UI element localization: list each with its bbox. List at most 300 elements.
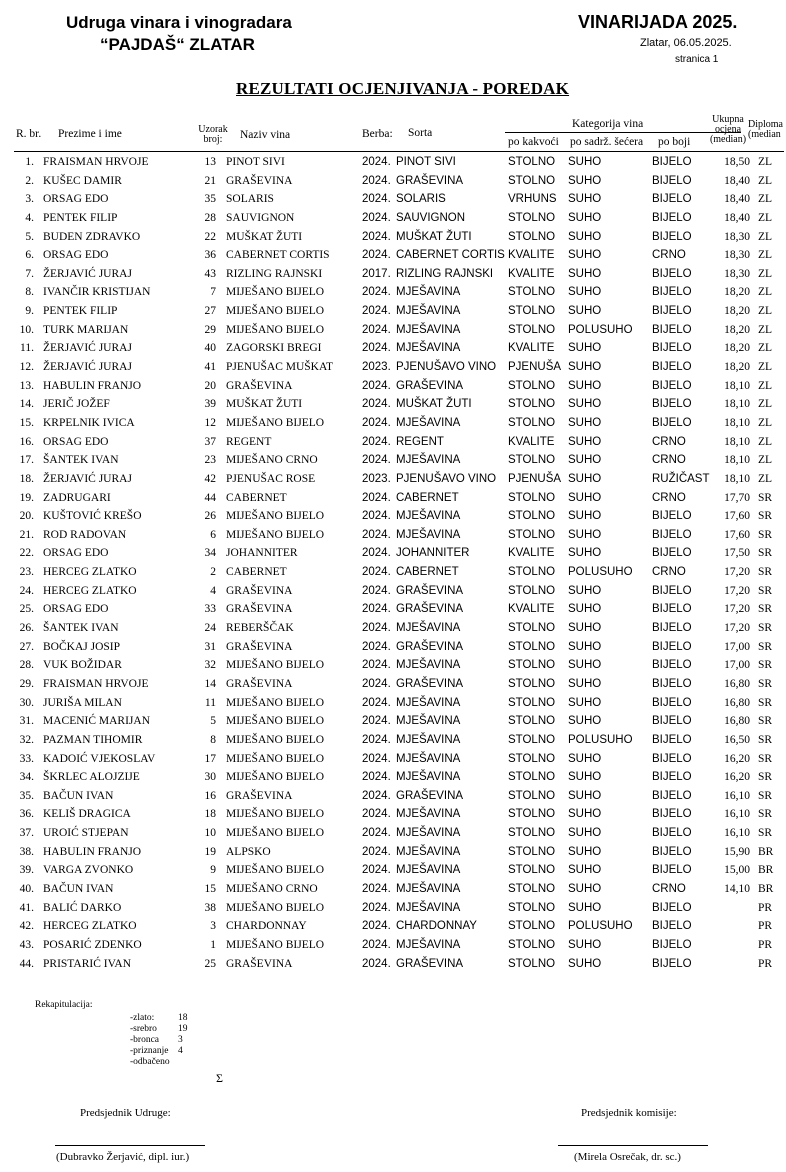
competitor-name: ORSAG EDO xyxy=(43,435,109,448)
sample-number: 33 xyxy=(204,603,216,616)
vintage: 2024. xyxy=(362,957,391,970)
wine-name: MUŠKAT ŽUTI xyxy=(226,398,303,411)
sugar-category: SUHO xyxy=(568,267,602,280)
row-number: 30. xyxy=(19,696,34,709)
sugar-category: SUHO xyxy=(568,882,602,895)
row-number: 15. xyxy=(19,416,34,429)
vintage: 2024. xyxy=(362,305,391,318)
vintage: 2023. xyxy=(362,472,391,485)
score: 14,10 xyxy=(724,882,750,895)
diploma: PR xyxy=(758,920,773,933)
wine-name: MIJEŠANO BIJELO xyxy=(226,864,325,877)
diploma: ZL xyxy=(758,435,773,448)
diploma: SR xyxy=(758,827,773,840)
vintage: 2024. xyxy=(362,882,391,895)
wine-name: CABERNET CORTIS xyxy=(226,249,330,262)
color-category: RUŽIČAST xyxy=(652,472,710,485)
table-row xyxy=(0,490,786,509)
quality-category: STOLNO xyxy=(508,323,556,336)
variety: MJEŠAVINA xyxy=(396,286,461,299)
event-title: VINARIJADA 2025. xyxy=(578,12,738,32)
table-row xyxy=(0,508,786,527)
row-number: 32. xyxy=(19,733,34,746)
diploma: SR xyxy=(758,603,773,616)
wine-name: GRAŠEVINA xyxy=(226,174,293,187)
quality-category: KVALITE xyxy=(508,547,555,560)
color-category: BIJELO xyxy=(652,398,692,411)
table-row xyxy=(0,639,786,658)
wine-name: JOHANNITER xyxy=(226,547,298,560)
col-name: Prezime i ime xyxy=(58,128,122,140)
wine-name: SAUVIGNON xyxy=(226,211,295,224)
sample-number: 40 xyxy=(204,342,216,355)
color-category: BIJELO xyxy=(652,696,692,709)
wine-name: ZAGORSKI BREGI xyxy=(226,342,322,355)
competitor-name: PENTEK FILIP xyxy=(43,211,118,224)
wine-name: GRAŠEVINA xyxy=(226,789,293,802)
wine-name: MIJEŠANO BIJELO xyxy=(226,938,325,951)
variety: MJEŠAVINA xyxy=(396,845,461,858)
diploma: ZL xyxy=(758,230,773,243)
score: 18,40 xyxy=(724,211,750,224)
sample-number: 10 xyxy=(204,827,216,840)
sugar-category: SUHO xyxy=(568,547,602,560)
quality-category: STOLNO xyxy=(508,771,556,784)
vintage: 2024. xyxy=(362,827,391,840)
sugar-category: SUHO xyxy=(568,789,602,802)
competitor-name: VUK BOŽIDAR xyxy=(43,659,122,672)
quality-category: STOLNO xyxy=(508,957,556,970)
competitor-name: BAČUN IVAN xyxy=(43,882,114,895)
sugar-category: SUHO xyxy=(568,715,602,728)
wine-name: RIZLING RAJNSKI xyxy=(226,267,323,280)
row-number: 13. xyxy=(19,379,34,392)
quality-category: STOLNO xyxy=(508,696,556,709)
wine-name: CHARDONNAY xyxy=(226,920,307,933)
score: 18,20 xyxy=(724,305,750,318)
quality-category: STOLNO xyxy=(508,715,556,728)
sugar-category: SUHO xyxy=(568,305,602,318)
color-category: BIJELO xyxy=(652,957,692,970)
row-number: 42. xyxy=(19,920,34,933)
sample-number: 7 xyxy=(210,286,216,299)
variety: SAUVIGNON xyxy=(396,211,466,224)
table-row xyxy=(0,396,786,415)
score: 18,10 xyxy=(724,416,750,429)
sample-number: 35 xyxy=(204,193,216,206)
vintage: 2024. xyxy=(362,156,391,168)
sample-number: 29 xyxy=(204,323,216,336)
sample-number: 23 xyxy=(204,454,216,467)
sugar-category: SUHO xyxy=(568,230,602,243)
vintage: 2024. xyxy=(362,435,391,448)
sugar-category: SUHO xyxy=(568,174,602,187)
document-date: Zlatar, 06.05.2025. xyxy=(640,37,732,49)
row-number: 7. xyxy=(25,267,34,280)
diploma: ZL xyxy=(758,398,773,411)
variety: CABERNET CORTIS xyxy=(396,249,505,262)
competitor-name: BUDEN ZDRAVKO xyxy=(43,230,141,243)
variety: CABERNET xyxy=(396,566,459,579)
table-row xyxy=(0,303,786,322)
quality-category: STOLNO xyxy=(508,808,556,821)
wine-name: REGENT xyxy=(226,435,272,448)
table-row xyxy=(0,247,786,266)
wine-name: MIJEŠANO BIJELO xyxy=(226,715,325,728)
vintage: 2024. xyxy=(362,566,391,579)
sample-number: 21 xyxy=(204,174,216,187)
row-number: 31. xyxy=(19,715,34,728)
competitor-name: ORSAG EDO xyxy=(43,547,109,560)
variety: MJEŠAVINA xyxy=(396,827,461,840)
row-number: 38. xyxy=(19,845,34,858)
vintage: 2024. xyxy=(362,174,391,187)
diploma: SR xyxy=(758,733,773,746)
score: 17,00 xyxy=(724,640,750,653)
score: 18,20 xyxy=(724,361,750,374)
sample-number: 42 xyxy=(204,472,216,485)
wine-name: GRAŠEVINA xyxy=(226,379,293,392)
row-number: 4. xyxy=(25,211,34,224)
color-category: BIJELO xyxy=(652,267,692,280)
vintage: 2017. xyxy=(362,267,391,280)
competitor-name: ŽERJAVIĆ JURAJ xyxy=(43,267,132,280)
sugar-category: SUHO xyxy=(568,659,602,672)
competitor-name: BOČKAJ JOSIP xyxy=(43,640,121,653)
sugar-category: POLUSUHO xyxy=(568,323,633,336)
vintage: 2024. xyxy=(362,286,391,299)
organization-name: Udruga vinara i vinogradara xyxy=(66,13,292,32)
quality-category: STOLNO xyxy=(508,845,556,858)
variety: PJENUŠAVO VINO xyxy=(396,361,497,374)
row-number: 24. xyxy=(19,584,34,597)
score: 17,60 xyxy=(724,510,750,523)
wine-name: MIJEŠANO CRNO xyxy=(226,454,318,467)
table-row xyxy=(0,825,786,844)
recap-value: 4 xyxy=(178,1046,183,1056)
color-category: BIJELO xyxy=(652,733,692,746)
diploma: ZL xyxy=(758,286,773,299)
wine-name: MIJEŠANO BIJELO xyxy=(226,733,325,746)
diploma: ZL xyxy=(758,193,773,206)
sugar-category: SUHO xyxy=(568,472,602,485)
color-category: BIJELO xyxy=(652,659,692,672)
row-number: 19. xyxy=(19,491,34,504)
variety: GRAŠEVINA xyxy=(396,603,464,616)
score: 16,10 xyxy=(724,827,750,840)
vintage: 2024. xyxy=(362,789,391,802)
wine-name: MIJEŠANO BIJELO xyxy=(226,416,325,429)
sample-number: 1 xyxy=(210,938,216,951)
row-number: 18. xyxy=(19,472,34,485)
table-row xyxy=(0,527,786,546)
competitor-name: ŠANTEK IVAN xyxy=(43,454,119,467)
color-category: BIJELO xyxy=(652,342,692,355)
vintage: 2024. xyxy=(362,733,391,746)
competitor-name: ŽERJAVIĆ JURAJ xyxy=(43,361,132,374)
color-category: BIJELO xyxy=(652,528,692,541)
score: 18,20 xyxy=(724,286,750,299)
sugar-category: SUHO xyxy=(568,211,602,224)
competitor-name: ZADRUGARI xyxy=(43,491,111,504)
competitor-name: PAZMAN TIHOMIR xyxy=(43,733,143,746)
quality-category: STOLNO xyxy=(508,584,556,597)
competitor-name: TURK MARIJAN xyxy=(43,323,129,336)
quality-category: STOLNO xyxy=(508,640,556,653)
quality-category: VRHUNS xyxy=(508,193,557,206)
row-number: 2. xyxy=(25,174,34,187)
table-row xyxy=(0,918,786,937)
col-score: Ukupna ocjena (median) xyxy=(709,114,747,145)
diploma: ZL xyxy=(758,174,773,187)
table-row xyxy=(0,937,786,956)
color-category: BIJELO xyxy=(652,211,692,224)
score: 17,20 xyxy=(724,584,750,597)
competitor-name: ŽERJAVIĆ JURAJ xyxy=(43,342,132,355)
score: 16,80 xyxy=(724,715,750,728)
sample-number: 30 xyxy=(204,771,216,784)
recap-title: Rekapitulacija: xyxy=(35,1000,93,1010)
vintage: 2024. xyxy=(362,416,391,429)
recap-label: -zlato: xyxy=(130,1013,155,1023)
right-signature-label: Predsjednik komisije: xyxy=(581,1107,677,1119)
row-number: 3. xyxy=(25,193,34,206)
row-number: 23. xyxy=(19,566,34,579)
sugar-category: SUHO xyxy=(568,622,602,635)
competitor-name: KELIŠ DRAGICA xyxy=(43,808,131,821)
table-row xyxy=(0,415,786,434)
row-number: 28. xyxy=(19,659,34,672)
sugar-category: SUHO xyxy=(568,938,602,951)
quality-category: STOLNO xyxy=(508,528,556,541)
sugar-category: SUHO xyxy=(568,416,602,429)
color-category: BIJELO xyxy=(652,845,692,858)
sample-number: 16 xyxy=(204,789,216,802)
variety: RIZLING RAJNSKI xyxy=(396,267,494,280)
wine-name: MIJEŠANO BIJELO xyxy=(226,659,325,672)
right-signature-name: (Mirela Osrečak, dr. sc.) xyxy=(574,1151,681,1163)
variety: MJEŠAVINA xyxy=(396,696,461,709)
wine-name: MUŠKAT ŽUTI xyxy=(226,230,303,243)
competitor-name: ORSAG EDO xyxy=(43,603,109,616)
variety: MJEŠAVINA xyxy=(396,305,461,318)
recap-value: 18 xyxy=(178,1013,188,1023)
table-row xyxy=(0,657,786,676)
wine-name: SOLARIS xyxy=(226,193,274,206)
page-number: stranica 1 xyxy=(675,54,719,65)
sample-number: 12 xyxy=(204,416,216,429)
score: 18,10 xyxy=(724,472,750,485)
color-category: CRNO xyxy=(652,454,686,467)
variety: MJEŠAVINA xyxy=(396,938,461,951)
vintage: 2023. xyxy=(362,361,391,374)
competitor-name: KUŠTOVIĆ KREŠO xyxy=(43,510,142,523)
table-row xyxy=(0,471,786,490)
table-row xyxy=(0,434,786,453)
row-number: 10. xyxy=(19,323,34,336)
quality-category: PJENUŠA xyxy=(508,361,562,374)
row-number: 44. xyxy=(19,957,34,970)
sample-number: 22 xyxy=(204,230,216,243)
col-sugar: po sadrž. šećera xyxy=(570,136,644,148)
competitor-name: FRAISMAN HRVOJE xyxy=(43,677,149,690)
sugar-category: SUHO xyxy=(568,491,602,504)
sugar-category: SUHO xyxy=(568,603,602,616)
competitor-name: HABULIN FRANJO xyxy=(43,379,142,392)
score: 16,50 xyxy=(724,733,750,746)
competitor-name: ROD RADOVAN xyxy=(43,528,127,541)
variety: MJEŠAVINA xyxy=(396,901,461,914)
sugar-category: SUHO xyxy=(568,156,602,168)
sample-number: 13 xyxy=(204,156,216,168)
table-row xyxy=(0,210,786,229)
sugar-category: POLUSUHO xyxy=(568,733,633,746)
table-row xyxy=(0,322,786,341)
sugar-category: SUHO xyxy=(568,584,602,597)
color-category: CRNO xyxy=(652,249,686,262)
competitor-name: ŠANTEK IVAN xyxy=(43,622,119,635)
competitor-name: HERCEG ZLATKO xyxy=(43,584,137,597)
color-category: BIJELO xyxy=(652,920,692,933)
diploma: SR xyxy=(758,547,773,560)
quality-category: KVALITE xyxy=(508,603,555,616)
sample-number: 3 xyxy=(210,920,216,933)
vintage: 2024. xyxy=(362,510,391,523)
vintage: 2024. xyxy=(362,528,391,541)
score: 18,10 xyxy=(724,435,750,448)
diploma: SR xyxy=(758,677,773,690)
color-category: BIJELO xyxy=(652,752,692,765)
sample-number: 20 xyxy=(204,379,216,392)
color-category: BIJELO xyxy=(652,827,692,840)
quality-category: KVALITE xyxy=(508,342,555,355)
results-table xyxy=(0,154,786,974)
col-sort: Sorta xyxy=(408,127,433,139)
sugar-category: SUHO xyxy=(568,845,602,858)
sugar-category: SUHO xyxy=(568,640,602,653)
color-category: CRNO xyxy=(652,566,686,579)
competitor-name: KUŠEC DAMIR xyxy=(43,174,122,187)
variety: GRAŠEVINA xyxy=(396,957,464,970)
vintage: 2024. xyxy=(362,752,391,765)
col-color: po boji xyxy=(658,136,691,148)
variety: PJENUŠAVO VINO xyxy=(396,472,497,485)
diploma: SR xyxy=(758,771,773,784)
color-category: BIJELO xyxy=(652,193,692,206)
quality-category: STOLNO xyxy=(508,901,556,914)
score: 16,20 xyxy=(724,752,750,765)
color-category: BIJELO xyxy=(652,715,692,728)
vintage: 2024. xyxy=(362,547,391,560)
recap-label: -srebro xyxy=(130,1024,157,1034)
score: 17,20 xyxy=(724,622,750,635)
sugar-category: SUHO xyxy=(568,510,602,523)
sample-number: 36 xyxy=(204,249,216,262)
row-number: 27. xyxy=(19,640,34,653)
header-divider xyxy=(14,151,784,152)
row-number: 6. xyxy=(25,249,34,262)
sample-number: 18 xyxy=(204,808,216,821)
competitor-name: ŠKRLEC ALOJZIJE xyxy=(43,771,140,784)
quality-category: STOLNO xyxy=(508,211,556,224)
wine-name: MIJEŠANO BIJELO xyxy=(226,771,325,784)
variety: GRAŠEVINA xyxy=(396,379,464,392)
table-row xyxy=(0,564,786,583)
recap-label: -priznanje xyxy=(130,1046,169,1056)
vintage: 2024. xyxy=(362,864,391,877)
wine-name: ALPSKO xyxy=(226,845,271,858)
diploma: SR xyxy=(758,622,773,635)
quality-category: STOLNO xyxy=(508,920,556,933)
score: 18,10 xyxy=(724,454,750,467)
diploma: SR xyxy=(758,715,773,728)
score: 16,80 xyxy=(724,696,750,709)
wine-name: PJENUŠAC ROSE xyxy=(226,472,316,485)
row-number: 22. xyxy=(19,547,34,560)
quality-category: STOLNO xyxy=(508,864,556,877)
diploma: ZL xyxy=(758,249,773,262)
quality-category: STOLNO xyxy=(508,733,556,746)
variety: PINOT SIVI xyxy=(396,156,456,168)
quality-category: STOLNO xyxy=(508,454,556,467)
recap-label: -bronca xyxy=(130,1035,160,1045)
diploma: BR xyxy=(758,864,774,877)
score: 18,30 xyxy=(724,267,750,280)
score: 18,20 xyxy=(724,342,750,355)
sugar-category: SUHO xyxy=(568,342,602,355)
row-number: 17. xyxy=(19,454,34,467)
competitor-name: IVANČIR KRISTIJAN xyxy=(43,286,151,299)
sugar-category: SUHO xyxy=(568,827,602,840)
vintage: 2024. xyxy=(362,808,391,821)
quality-category: STOLNO xyxy=(508,827,556,840)
quality-category: STOLNO xyxy=(508,286,556,299)
competitor-name: BAČUN IVAN xyxy=(43,789,114,802)
table-row xyxy=(0,900,786,919)
color-category: BIJELO xyxy=(652,640,692,653)
row-number: 39. xyxy=(19,864,34,877)
sample-number: 37 xyxy=(204,435,216,448)
diploma: ZL xyxy=(758,454,773,467)
table-row xyxy=(0,620,786,639)
quality-category: STOLNO xyxy=(508,882,556,895)
score: 17,20 xyxy=(724,603,750,616)
vintage: 2024. xyxy=(362,640,391,653)
vintage: 2024. xyxy=(362,584,391,597)
vintage: 2024. xyxy=(362,901,391,914)
color-category: CRNO xyxy=(652,491,686,504)
variety: GRAŠEVINA xyxy=(396,640,464,653)
row-number: 36. xyxy=(19,808,34,821)
page-title: REZULTATI OCJENJIVANJA - POREDAK xyxy=(236,79,570,98)
sugar-category: SUHO xyxy=(568,454,602,467)
variety: SOLARIS xyxy=(396,193,446,206)
quality-category: STOLNO xyxy=(508,416,556,429)
row-number: 35. xyxy=(19,789,34,802)
quality-category: STOLNO xyxy=(508,174,556,187)
wine-name: GRAŠEVINA xyxy=(226,584,293,597)
table-row xyxy=(0,266,786,285)
sugar-category: SUHO xyxy=(568,435,602,448)
color-category: BIJELO xyxy=(652,771,692,784)
quality-category: STOLNO xyxy=(508,156,556,168)
vintage: 2024. xyxy=(362,342,391,355)
wine-name: REBERŠČAK xyxy=(226,622,294,635)
color-category: BIJELO xyxy=(652,156,692,168)
sample-number: 2 xyxy=(210,566,216,579)
table-row xyxy=(0,191,786,210)
sigma-symbol: Σ xyxy=(216,1071,223,1085)
